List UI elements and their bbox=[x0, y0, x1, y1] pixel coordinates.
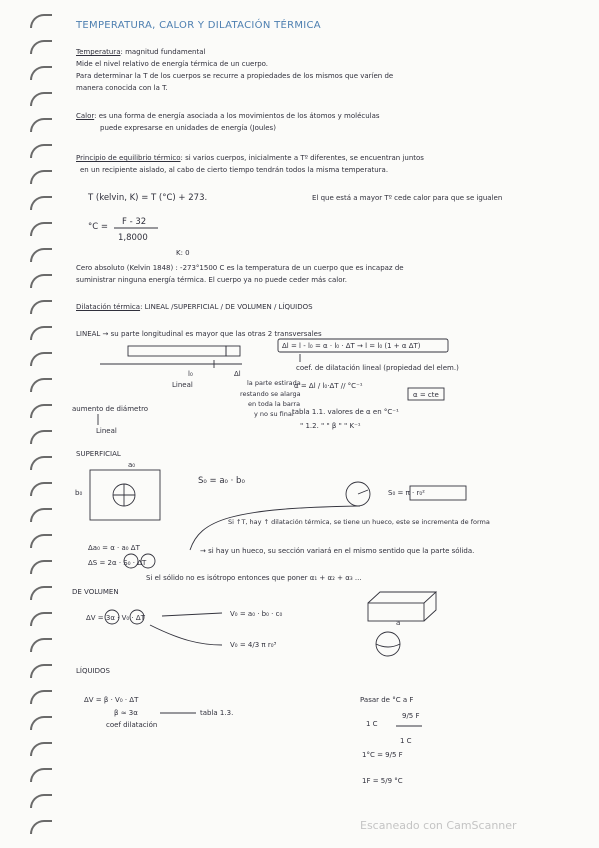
conv1-den: 1 C bbox=[400, 737, 412, 745]
aumento-sub: Lineal bbox=[96, 427, 117, 435]
lineal-equation: Δl = l - l₀ = α · l₀ · ΔT → l = l₀ (1 + α ΔT) bbox=[282, 342, 421, 350]
temperatura-def4: manera conocida con la T. bbox=[76, 84, 168, 92]
coef-lineal-label: coef. de dilatación lineal (propiedad del elem.) bbox=[296, 364, 459, 372]
pasar-c-a-f: Pasar de °C a F bbox=[360, 696, 414, 704]
bar-original bbox=[128, 346, 226, 356]
calor-heading: Calor bbox=[76, 112, 95, 120]
equilibrio-heading: Principio de equilibrio térmico bbox=[76, 154, 181, 162]
l0-label: l₀ bbox=[188, 370, 193, 378]
conv1-num: 9/5 F bbox=[402, 712, 420, 720]
conv3: 1F = 5/9 °C bbox=[362, 777, 403, 785]
dv-equation: ΔV = 3α · V₀ · ΔT bbox=[86, 614, 145, 622]
temperatura-def2: Mide el nivel relativo de energía térmica de un cuerpo. bbox=[76, 60, 269, 68]
dv-liquid-eq: ΔV = β · V₀ · ΔT bbox=[84, 696, 139, 704]
temperatura-heading: Temperatura bbox=[76, 48, 121, 56]
solido-note: Si el sólido no es isótropo entonces que poner α₁ + α₂ + α₃ ... bbox=[146, 574, 362, 582]
s0-equation: S₀ = a₀ · b₀ bbox=[198, 476, 245, 486]
b0-label: b₀ bbox=[75, 489, 83, 497]
s0-formula: S₀ = π · r₀² bbox=[388, 489, 425, 497]
equilibrio-line1: : si varios cuerpos, inicialmente a Tº diferentes, se encuentran juntos bbox=[180, 154, 424, 162]
conv1-lhs: 1 C bbox=[366, 720, 378, 728]
v0-sphere-eq: V₀ = 4/3 π r₀³ bbox=[230, 641, 277, 649]
temperatura-def3: Para determinar la T de los cuerpos se recurre a propiedades de los mismos que varíen de bbox=[76, 72, 394, 80]
kelvin-zero: K: 0 bbox=[176, 249, 190, 257]
dilatacion-types: : LINEAL /SUPERFICIAL / DE VOLUMEN / LÍQUIDOS bbox=[140, 303, 313, 311]
calor-line1: : es una forma de energía asociada a los movimientos de los átomos y moléculas bbox=[94, 112, 380, 120]
scanner-watermark: Escaneado con CamScanner bbox=[360, 819, 517, 832]
equilibrio-line2: en un recipiente aislado, al cabo de cierto tiempo tendrán todos la misma temperatura. bbox=[80, 166, 389, 174]
dilatacion-heading: Dilatación térmica bbox=[76, 303, 141, 311]
conv2: 1°C = 9/5 F bbox=[362, 751, 403, 759]
nota-estirada: la parte estirada bbox=[247, 379, 301, 387]
alpha-cte: α = cte bbox=[413, 391, 439, 399]
a0-label: a₀ bbox=[128, 461, 136, 469]
alpha-equation: α = Δl / l₀·ΔT // °C⁻¹ bbox=[294, 382, 363, 390]
a-label: a bbox=[396, 619, 401, 627]
celsius-eq-lhs: °C = bbox=[88, 222, 109, 232]
tabla-1-1: tabla 1.1. valores de α en °C⁻¹ bbox=[292, 408, 399, 416]
lineal-label: Lineal bbox=[172, 381, 193, 389]
coef-dilatacion: coef dilatación bbox=[106, 721, 158, 729]
page-title: TEMPERATURA, CALOR Y DILATACIÓN TÉRMICA bbox=[76, 20, 321, 31]
ds1-equation: Δa₀ = α · a₀ ΔT bbox=[88, 544, 140, 552]
equilibrio-note: El que está a mayor Tº cede calor para que se igualen bbox=[312, 194, 503, 202]
hueco2-note: → si hay un hueco, su sección variará en el mismo sentido que la parte sólida. bbox=[200, 547, 475, 555]
nota-resta: restando se alarga bbox=[240, 390, 301, 398]
liquidos-heading: LÍQUIDOS bbox=[76, 667, 111, 675]
hueco-note: Si ↑T, hay ↑ dilatación térmica, se tiene un hueco, este se incrementa de forma bbox=[228, 518, 490, 526]
v0-box-eq: V₀ = a₀ · b₀ · c₀ bbox=[230, 610, 283, 618]
ds2-equation: ΔS = 2α · S₀ · ΔT bbox=[88, 559, 147, 567]
lineal-heading: LINEAL bbox=[76, 330, 101, 338]
volumen-heading: DE VOLUMEN bbox=[72, 588, 119, 596]
tabla-1-2: " 1.2. " " β " " K⁻¹ bbox=[300, 422, 361, 430]
aumento-diametro: aumento de diámetro bbox=[72, 405, 149, 413]
nota-barra: en toda la barra bbox=[248, 400, 301, 408]
tabla-1-3: tabla 1.3. bbox=[200, 709, 234, 717]
beta-eq: β ≈ 3α bbox=[114, 709, 138, 717]
nota-final: y no su final bbox=[254, 410, 294, 418]
celsius-eq-den: 1,8000 bbox=[118, 233, 148, 243]
calor-line2: puede expresarse en unidades de energía (Joules) bbox=[100, 124, 276, 132]
cero-absoluto-2: suministrar ninguna energía térmica. El cuerpo ya no puede ceder más calor. bbox=[76, 276, 347, 284]
temperatura-def1: : magnitud fundamental bbox=[120, 48, 206, 56]
dl-label: Δl bbox=[234, 370, 241, 378]
cero-absoluto-1: Cero absoluto (Kelvin 1848) : -273°1500 C es la temperatura de un cuerpo que es incapaz de bbox=[76, 264, 404, 272]
celsius-eq-num: F - 32 bbox=[122, 217, 147, 227]
kelvin-equation: T (kelvin, K) = T (°C) + 273. bbox=[88, 193, 208, 203]
superficial-heading: SUPERFICIAL bbox=[76, 450, 121, 458]
bar-extension bbox=[226, 346, 240, 356]
lineal-desc: → su parte longitudinal es mayor que las otras 2 transversales bbox=[102, 330, 322, 338]
